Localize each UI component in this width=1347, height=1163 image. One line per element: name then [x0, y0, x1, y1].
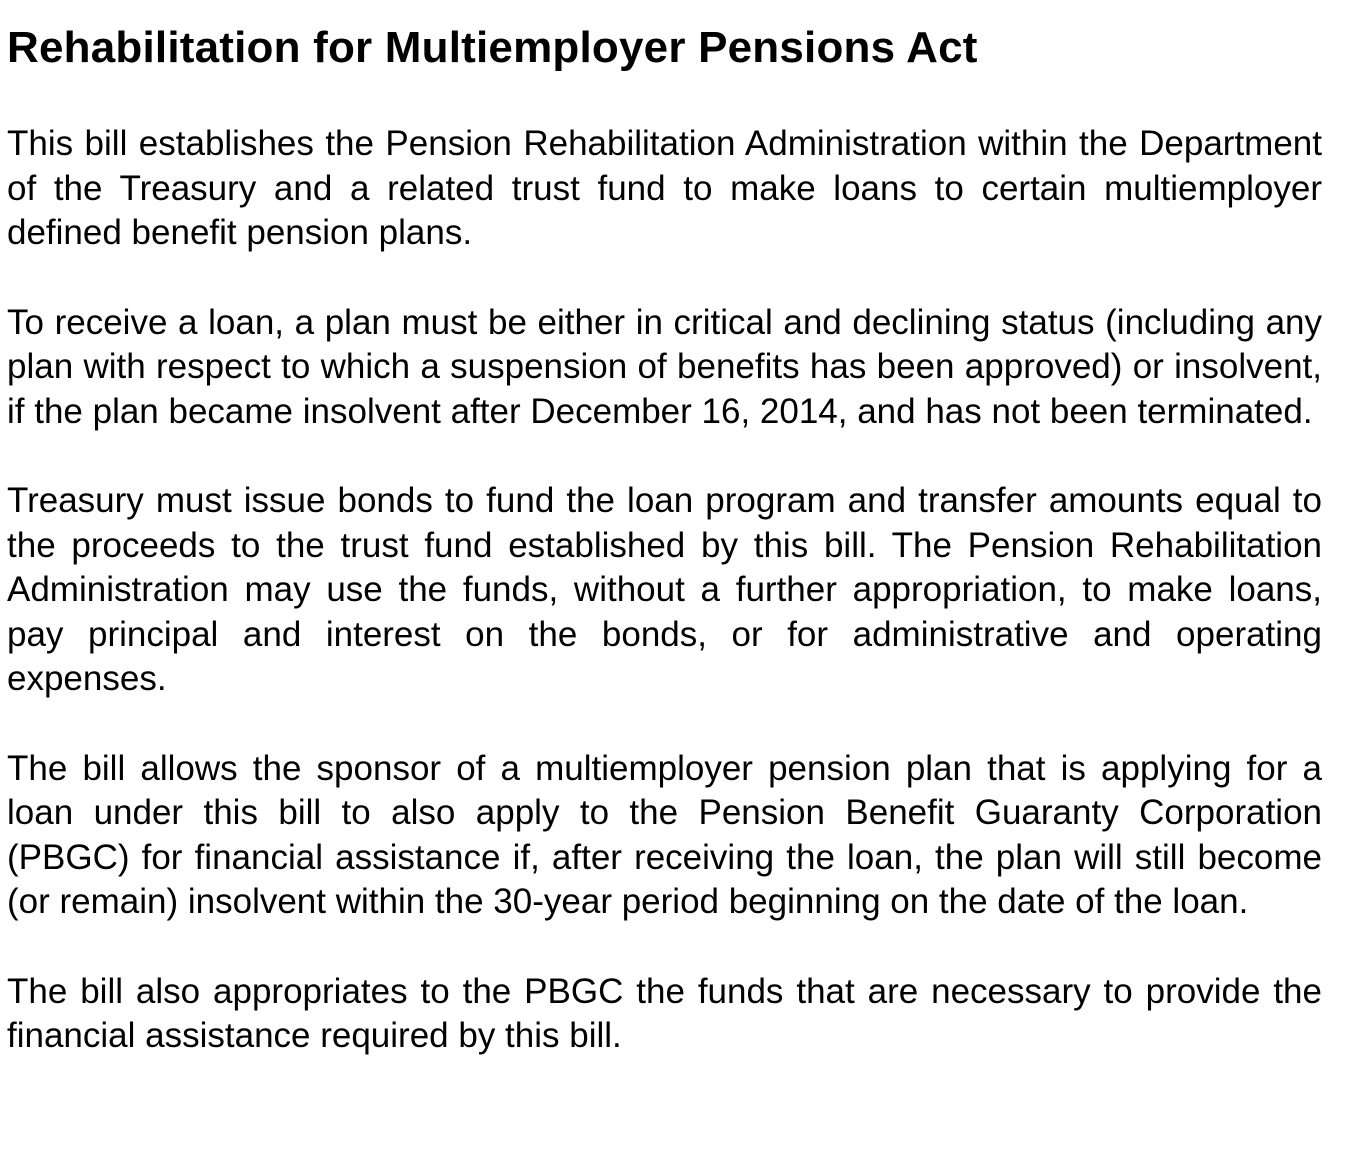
document-title: Rehabilitation for Multiemployer Pensions Act — [7, 23, 978, 72]
paragraph-pbgc-assistance: The bill allows the sponsor of a multiemployer pension plan that is applying for a loan under this bill to also apply to the Pension Benefit Guaranty Corporation (PBGC) for financial assistance if, after receiving the loan, the plan will still become (or remain) insolvent within the 30-year period beginning on the date of the loan. — [7, 748, 1322, 921]
document-page — [7, 0, 1322, 1059]
paragraph-overview: This bill establishes the Pension Rehabilitation Administration within the Department of the Treasury and a related trust fund to make loans to certain multiemployer defined benefit pension plans. — [7, 124, 1322, 252]
paragraph-bonds: Treasury must issue bonds to fund the loan program and transfer amounts equal to the proceeds to the trust fund established by this bill. The Pension Rehabilitation Administration may use the funds, without a further appropriation, to make loans, pay principal and interest on the bonds, or for administrative and operating expenses. — [7, 481, 1322, 698]
paragraph-appropriations: The bill also appropriates to the PBGC the funds that are necessary to provide the financial assistance required by this bill. — [7, 971, 1322, 1055]
paragraph-eligibility: To receive a loan, a plan must be either in critical and declining status (including any plan with respect to which a suspension of benefits has been approved) or insolvent, if the plan became insolvent after December 16, 2014, and has not been terminated. — [7, 302, 1322, 431]
